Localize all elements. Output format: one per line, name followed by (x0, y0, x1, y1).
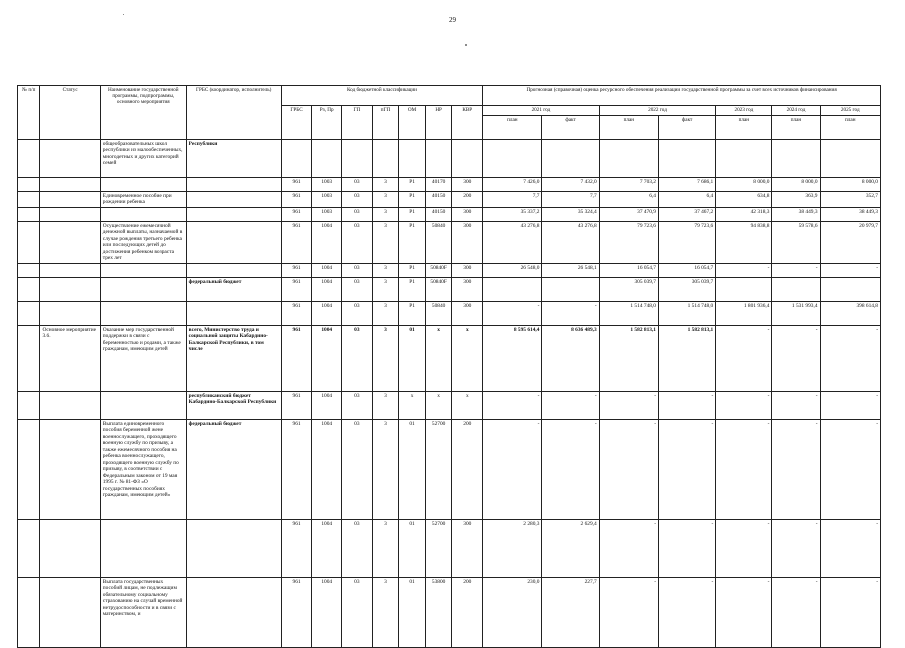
row-code: 3 (372, 221, 399, 263)
row-value: 305 039,7 (599, 277, 658, 301)
row-value: - (772, 577, 820, 647)
row-value: 20 979,7 (820, 221, 880, 263)
code-header: НР (425, 106, 452, 140)
row-value: - (716, 325, 772, 391)
row-num (18, 207, 40, 221)
row-grbs: федеральный бюджет (186, 419, 281, 519)
row-code: 52700 (425, 519, 452, 577)
row-code: 1004 (312, 391, 342, 419)
year-header: 2024 год (772, 106, 820, 116)
row-value: 7,7 (483, 192, 542, 208)
row-code: 961 (281, 263, 312, 277)
row-code: 1003 (312, 207, 342, 221)
row-code: 3 (372, 419, 399, 519)
row-code: 1004 (312, 277, 342, 301)
table-row (18, 277, 881, 301)
row-value: 1 582 813,1 (659, 325, 716, 391)
row-code: 50840F (425, 263, 452, 277)
row-code: 01 (399, 577, 426, 647)
row-value: 42 318,3 (716, 207, 772, 221)
row-code: 53800 (425, 577, 452, 647)
page-number: 29 (449, 16, 456, 24)
row-status: Основное мероприятие 3.6. (40, 325, 100, 391)
plan-header: план (716, 116, 772, 140)
row-value: 7 426,0 (483, 178, 542, 192)
row-status (40, 577, 100, 647)
row-status (40, 192, 100, 208)
row-code: 300 (452, 277, 483, 301)
row-name: Единовременное пособие при рождении ребенка (100, 192, 186, 208)
row-code: 3 (372, 519, 399, 577)
row-code: х (425, 325, 452, 391)
row-value: - (716, 391, 772, 419)
row-status (40, 301, 100, 325)
row-name: Осуществление ежемесячной денежной выплаты, назначаемой в случае рождения третьего ребенка или последующих детей до достижения ребенком возраста трех лет (100, 221, 186, 263)
row-code: 01 (399, 419, 426, 519)
row-value: 398 614,8 (820, 301, 880, 325)
row-value: - (542, 301, 599, 325)
row-grbs (186, 192, 281, 208)
row-code: Р1 (399, 263, 426, 277)
row-value: 1 514 748,0 (659, 301, 716, 325)
row-code: 03 (342, 178, 373, 192)
table-row (18, 192, 881, 208)
row-value: 634,8 (716, 192, 772, 208)
row-value: - (772, 519, 820, 577)
code-header: ГП (342, 106, 373, 140)
row-value: 7 432,0 (542, 178, 599, 192)
row-code: 40170 (425, 178, 452, 192)
row-name (100, 207, 186, 221)
row-value: - (716, 519, 772, 577)
row-value: 35 324,4 (542, 207, 599, 221)
row-value: - (659, 577, 716, 647)
row-code: 01 (399, 519, 426, 577)
col-name: Наименование государственной программы, подпрограммы, основного мероприятия (100, 86, 186, 140)
row-code (342, 140, 373, 178)
row-value: 26 548,1 (542, 263, 599, 277)
budget-table (17, 85, 881, 648)
row-value: - (659, 419, 716, 519)
row-grbs (186, 207, 281, 221)
row-value: 94 838,8 (716, 221, 772, 263)
row-name (100, 519, 186, 577)
row-value: 2 629,4 (542, 519, 599, 577)
row-value: 7 686,1 (659, 178, 716, 192)
row-code: Р1 (399, 178, 426, 192)
col-kbk: Код бюджетной классификации (281, 86, 482, 106)
table-row (18, 325, 881, 391)
row-value: 37 467,2 (659, 207, 716, 221)
row-code: 1004 (312, 419, 342, 519)
row-value: 8 636 489,3 (542, 325, 599, 391)
row-value: 8 595 614,4 (483, 325, 542, 391)
row-code: 40150 (425, 207, 452, 221)
row-name (100, 301, 186, 325)
row-code: 961 (281, 207, 312, 221)
row-value: 38 449,3 (820, 207, 880, 221)
row-code: 300 (452, 301, 483, 325)
row-num (18, 419, 40, 519)
row-num (18, 263, 40, 277)
row-value: - (772, 263, 820, 277)
table-row (18, 140, 881, 178)
row-value (820, 140, 880, 178)
row-code: 03 (342, 419, 373, 519)
row-code: 50840F (425, 277, 452, 301)
plan-header: план (772, 116, 820, 140)
row-grbs: всего, Министерство труда и социальной защиты Кабардино-Балкарской Республики, в том числе (186, 325, 281, 391)
row-value: 1 514 748,0 (599, 301, 658, 325)
row-num (18, 221, 40, 263)
row-grbs (186, 519, 281, 577)
row-grbs (186, 301, 281, 325)
table-row (18, 207, 881, 221)
row-code: 03 (342, 325, 373, 391)
row-code: х (452, 391, 483, 419)
row-code: 3 (372, 577, 399, 647)
row-code: 3 (372, 207, 399, 221)
row-code: 961 (281, 301, 312, 325)
row-grbs: республиканский бюджет Кабардино-Балкарской Республики (186, 391, 281, 419)
plan-header: план (483, 116, 542, 140)
row-value: 38 449,3 (772, 207, 820, 221)
row-code: 50840 (425, 221, 452, 263)
row-grbs (186, 263, 281, 277)
row-code: 03 (342, 301, 373, 325)
row-value: - (820, 577, 880, 647)
code-header: КВР (452, 106, 483, 140)
row-num (18, 277, 40, 301)
row-num (18, 301, 40, 325)
row-num (18, 391, 40, 419)
table-row (18, 263, 881, 277)
row-code: 03 (342, 519, 373, 577)
row-code: 200 (452, 419, 483, 519)
row-value: - (599, 577, 658, 647)
row-value (820, 277, 880, 301)
row-value (659, 140, 716, 178)
row-grbs (186, 221, 281, 263)
row-value: 7 703,2 (599, 178, 658, 192)
row-code: х (452, 325, 483, 391)
row-value: 59 578,6 (772, 221, 820, 263)
row-code: 3 (372, 192, 399, 208)
row-status (40, 519, 100, 577)
row-code: 40150 (425, 192, 452, 208)
row-code: 50840 (425, 301, 452, 325)
table-row (18, 419, 881, 519)
row-code: 961 (281, 221, 312, 263)
row-value: 16 054,7 (599, 263, 658, 277)
code-header: ОМ (399, 106, 426, 140)
row-code: 300 (452, 178, 483, 192)
code-header: пГП (372, 106, 399, 140)
row-value (483, 140, 542, 178)
row-status (40, 207, 100, 221)
plan-header: план (599, 116, 658, 140)
row-status (40, 419, 100, 519)
row-code (399, 140, 426, 178)
row-name (100, 263, 186, 277)
row-code: 961 (281, 577, 312, 647)
row-status (40, 140, 100, 178)
row-code: 03 (342, 192, 373, 208)
row-value: 8 000,0 (716, 178, 772, 192)
row-code: 52700 (425, 419, 452, 519)
row-value (716, 140, 772, 178)
row-name: общеобразовательных школ республики из малообеспеченных, многодетных и других категорий семей (100, 140, 186, 178)
row-code: 3 (372, 301, 399, 325)
row-code: х (399, 391, 426, 419)
row-value: 79 723,6 (659, 221, 716, 263)
col-grbs: ГРБС (координатор, исполнитель) (186, 86, 281, 140)
table-body (18, 140, 881, 648)
year-header: 2022 год (599, 106, 716, 116)
row-code: 961 (281, 277, 312, 301)
row-value: - (772, 419, 820, 519)
code-header: Рз, Пр (312, 106, 342, 140)
row-name: Оказание мер государственной поддержки в связи с беременностью и родами, а также гражданам, имеющим детей (100, 325, 186, 391)
row-code: 961 (281, 519, 312, 577)
row-value: - (599, 419, 658, 519)
year-header: 2021 год (483, 106, 600, 116)
year-header: 2023 год (716, 106, 772, 116)
table-row (18, 391, 881, 419)
row-status (40, 221, 100, 263)
row-code (312, 140, 342, 178)
row-value: - (599, 391, 658, 419)
row-value: - (820, 325, 880, 391)
row-value: - (483, 301, 542, 325)
row-name: Выплата государственных пособий лицам, не подлежащим обязательному социальному страхованию на случай временной нетрудоспособности и в связи с материнством, и (100, 577, 186, 647)
row-value: - (716, 263, 772, 277)
row-code: 3 (372, 391, 399, 419)
row-value: - (659, 391, 716, 419)
row-code: 300 (452, 207, 483, 221)
row-status (40, 277, 100, 301)
row-code: 961 (281, 391, 312, 419)
row-code: 300 (452, 263, 483, 277)
table-row (18, 221, 881, 263)
row-value: 7,7 (542, 192, 599, 208)
row-value: - (820, 391, 880, 419)
row-code: 300 (452, 221, 483, 263)
row-code: 961 (281, 419, 312, 519)
row-code: 03 (342, 577, 373, 647)
row-num (18, 519, 40, 577)
row-value: 363,9 (772, 192, 820, 208)
row-code: Р1 (399, 301, 426, 325)
table-row (18, 519, 881, 577)
year-header: 2025 год (820, 106, 880, 116)
row-value: 35 337,2 (483, 207, 542, 221)
row-value: - (716, 419, 772, 519)
plan-header: план (820, 116, 880, 140)
row-num (18, 577, 40, 647)
row-code: Р1 (399, 277, 426, 301)
row-code (425, 140, 452, 178)
row-code: 961 (281, 192, 312, 208)
row-value: 6,4 (599, 192, 658, 208)
row-value: - (483, 419, 542, 519)
row-value: 305 039,7 (659, 277, 716, 301)
row-value: 16 054,7 (659, 263, 716, 277)
row-code: 1004 (312, 263, 342, 277)
row-code: 1004 (312, 325, 342, 391)
col-forecast: Прогнозная (справочная) оценка ресурсного обеспечения реализации государственной программы за счет всех источников финансирования (483, 86, 881, 106)
row-value: 1 531 993,4 (772, 301, 820, 325)
row-code: 1004 (312, 301, 342, 325)
table-row (18, 577, 881, 647)
row-value (772, 140, 820, 178)
row-value: 26 548,0 (483, 263, 542, 277)
row-grbs (186, 178, 281, 192)
table-row (18, 301, 881, 325)
row-value (772, 277, 820, 301)
row-value (716, 277, 772, 301)
table-row (18, 178, 881, 192)
row-value: - (820, 419, 880, 519)
fact-header: факт (542, 116, 599, 140)
row-value: - (659, 519, 716, 577)
scan-speck (123, 14, 124, 15)
row-value: 8 000,0 (820, 178, 880, 192)
row-value: - (820, 263, 880, 277)
row-name: Выплата единовременного пособия беременной жене военнослужащего, проходящего военную службу по призыву, а также ежемесячного пособия на ребенка военнослужащего, проходящего военную службу по призыву, в соответствии с Федеральным законом от 19 мая 1995 г. № 81-ФЗ «О государственных пособиях гражданам, имеющим детей» (100, 419, 186, 519)
row-code: 3 (372, 277, 399, 301)
row-code: 961 (281, 178, 312, 192)
row-code: 200 (452, 577, 483, 647)
row-value: 43 276,8 (483, 221, 542, 263)
row-code: 961 (281, 325, 312, 391)
row-code: 03 (342, 221, 373, 263)
row-code: 200 (452, 192, 483, 208)
row-value: 230,0 (483, 577, 542, 647)
row-value: - (542, 419, 599, 519)
row-num (18, 192, 40, 208)
row-code: Р1 (399, 192, 426, 208)
row-value: 8 000,0 (772, 178, 820, 192)
row-value: 79 723,6 (599, 221, 658, 263)
row-code: 03 (342, 391, 373, 419)
row-name (100, 178, 186, 192)
row-value: 352,7 (820, 192, 880, 208)
row-code: 3 (372, 263, 399, 277)
row-value: 43 276,8 (542, 221, 599, 263)
row-value (483, 277, 542, 301)
row-value: 2 280,3 (483, 519, 542, 577)
row-value: - (772, 325, 820, 391)
col-num: № п/п (18, 86, 40, 140)
row-value: 1 801 936,4 (716, 301, 772, 325)
row-code: 3 (372, 325, 399, 391)
row-code (452, 140, 483, 178)
row-value: - (716, 577, 772, 647)
row-value: 227,7 (542, 577, 599, 647)
row-value: 6,4 (659, 192, 716, 208)
row-value: - (542, 391, 599, 419)
row-code: 03 (342, 277, 373, 301)
row-num (18, 178, 40, 192)
row-code: 3 (372, 178, 399, 192)
row-code: 300 (452, 519, 483, 577)
row-num (18, 325, 40, 391)
row-value (542, 140, 599, 178)
row-code: 01 (399, 325, 426, 391)
row-code: Р1 (399, 221, 426, 263)
table-header (18, 86, 881, 140)
row-value: 1 582 813,1 (599, 325, 658, 391)
row-value: - (483, 391, 542, 419)
row-code (281, 140, 312, 178)
fact-header: факт (659, 116, 716, 140)
row-value (599, 140, 658, 178)
row-name (100, 391, 186, 419)
row-code: 03 (342, 263, 373, 277)
row-code: 03 (342, 207, 373, 221)
row-value (542, 277, 599, 301)
col-status: Статус (40, 86, 100, 140)
row-value: - (820, 519, 880, 577)
scan-speck (465, 44, 467, 46)
row-name (100, 277, 186, 301)
row-code: 1003 (312, 192, 342, 208)
row-status (40, 391, 100, 419)
row-status (40, 178, 100, 192)
row-value: 37 470,9 (599, 207, 658, 221)
row-code: Р1 (399, 207, 426, 221)
row-status (40, 263, 100, 277)
row-num (18, 140, 40, 178)
row-grbs: Республики (186, 140, 281, 178)
row-grbs: федеральный бюджет (186, 277, 281, 301)
row-code: 1004 (312, 519, 342, 577)
row-code: 1003 (312, 178, 342, 192)
row-grbs (186, 577, 281, 647)
row-value: - (772, 391, 820, 419)
row-code: х (425, 391, 452, 419)
row-code: 1004 (312, 221, 342, 263)
row-code: 1004 (312, 577, 342, 647)
code-header: ГРБС (281, 106, 312, 140)
row-code (372, 140, 399, 178)
row-value: - (599, 519, 658, 577)
